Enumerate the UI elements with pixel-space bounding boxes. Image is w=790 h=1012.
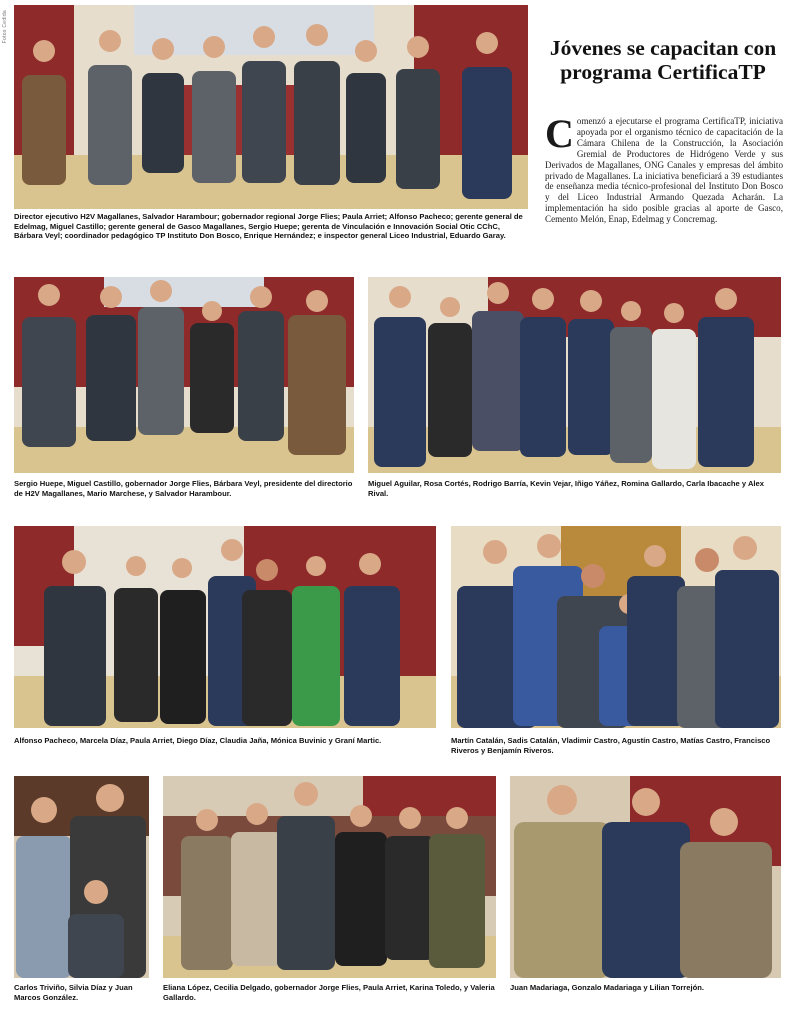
article-body — [545, 111, 783, 225]
photo-madariaga-family-caption: Juan Madariaga, Gonzalo Madariaga y Lilian Torrejón. — [510, 983, 704, 992]
photo-group-officials — [14, 5, 528, 209]
photo-seven-guests — [14, 526, 436, 728]
article-headline: Jóvenes se capacitan con programa CertificaTP — [549, 36, 777, 84]
photo-family-group-caption: Martín Catalán, Sadis Catalán, Vladimir Castro, Agustín Castro, Matías Castro, Francisco Riveros y Benjamín Riveros. — [451, 736, 771, 755]
photo-auditorium-group-caption: Eliana López, Cecilia Delgado, gobernador Jorge Flies, Paula Arriet, Karina Toledo, y Valeria Gallardo. — [163, 983, 495, 1002]
photo-credit: Fotos Cedida — [2, 10, 8, 44]
photo-trio-family-caption: Carlos Triviño, Silvia Díaz y Juan Marcos González. — [14, 983, 133, 1002]
photo-six-officials — [14, 277, 354, 473]
photo-madariaga-family-image — [510, 776, 781, 978]
photo-madariaga-family — [510, 776, 781, 978]
photo-students-group — [368, 277, 781, 473]
photo-group-officials-image — [14, 5, 528, 209]
photo-auditorium-group — [163, 776, 496, 978]
photo-students-group-caption: Miguel Aguilar, Rosa Cortés, Rodrigo Barría, Kevin Vejar, Iñigo Yáñez, Romina Gallardo, Carla Ibacache y Alex Rival. — [368, 479, 764, 498]
photo-seven-guests-caption: Alfonso Pacheco, Marcela Díaz, Paula Arriet, Diego Díaz, Claudia Jaña, Mónica Buvinic y Graní Martic. — [14, 736, 382, 745]
photo-auditorium-group-image — [163, 776, 496, 978]
article-dropcap: C — [545, 111, 574, 156]
photo-family-group-image — [451, 526, 781, 728]
photo-six-officials-caption: Sergio Huepe, Miguel Castillo, gobernador Jorge Flies, Bárbara Veyl, presidente del directorio de H2V Magallanes, Mario Marchese, y Salvador Harambour. — [14, 479, 353, 498]
photo-trio-family-image — [14, 776, 149, 978]
article-body-text: omenzó a ejecutarse el programa CertificaTP, iniciativa apoyada por el organismo técnico de capacitación de la Cámara Chilena de la Construcción, la Asociación Gremial de Productores de Hidrógeno Verde y sus Derivados de Magallanes, ONG Canales y empresas del ámbito privado de Magallanes. La iniciativa beneficiará a 39 estudiantes de enseñanza media técnico-profesional del Instituto Don Bosco y del Liceo Industrial Armando Quezada Acharán. La implementación ha sido posible gracias al aporte de Gasco, Cemento Melón, Enap, Edelmag y Concremag. — [545, 116, 783, 225]
photo-six-officials-image — [14, 277, 354, 473]
photo-family-group — [451, 526, 781, 728]
photo-trio-family — [14, 776, 149, 978]
photo-students-group-image — [368, 277, 781, 473]
photo-seven-guests-image — [14, 526, 436, 728]
photo-group-officials-caption: Director ejecutivo H2V Magallanes, Salvador Harambour; gobernador regional Jorge Flies; Paula Arriet; Alfonso Pacheco; gerente general de Edelmag, Miguel Castillo; gerente general de Gasco Magallanes, Sergio Huepe; gerenta de Vinculación e Innovación Social Otic CChC, Bárbara Veyl; coordinador pedagógico TP Instituto Don Bosco, Enrique Hernández; e inspector general Liceo Industrial, Eduardo Garay. — [14, 212, 523, 241]
